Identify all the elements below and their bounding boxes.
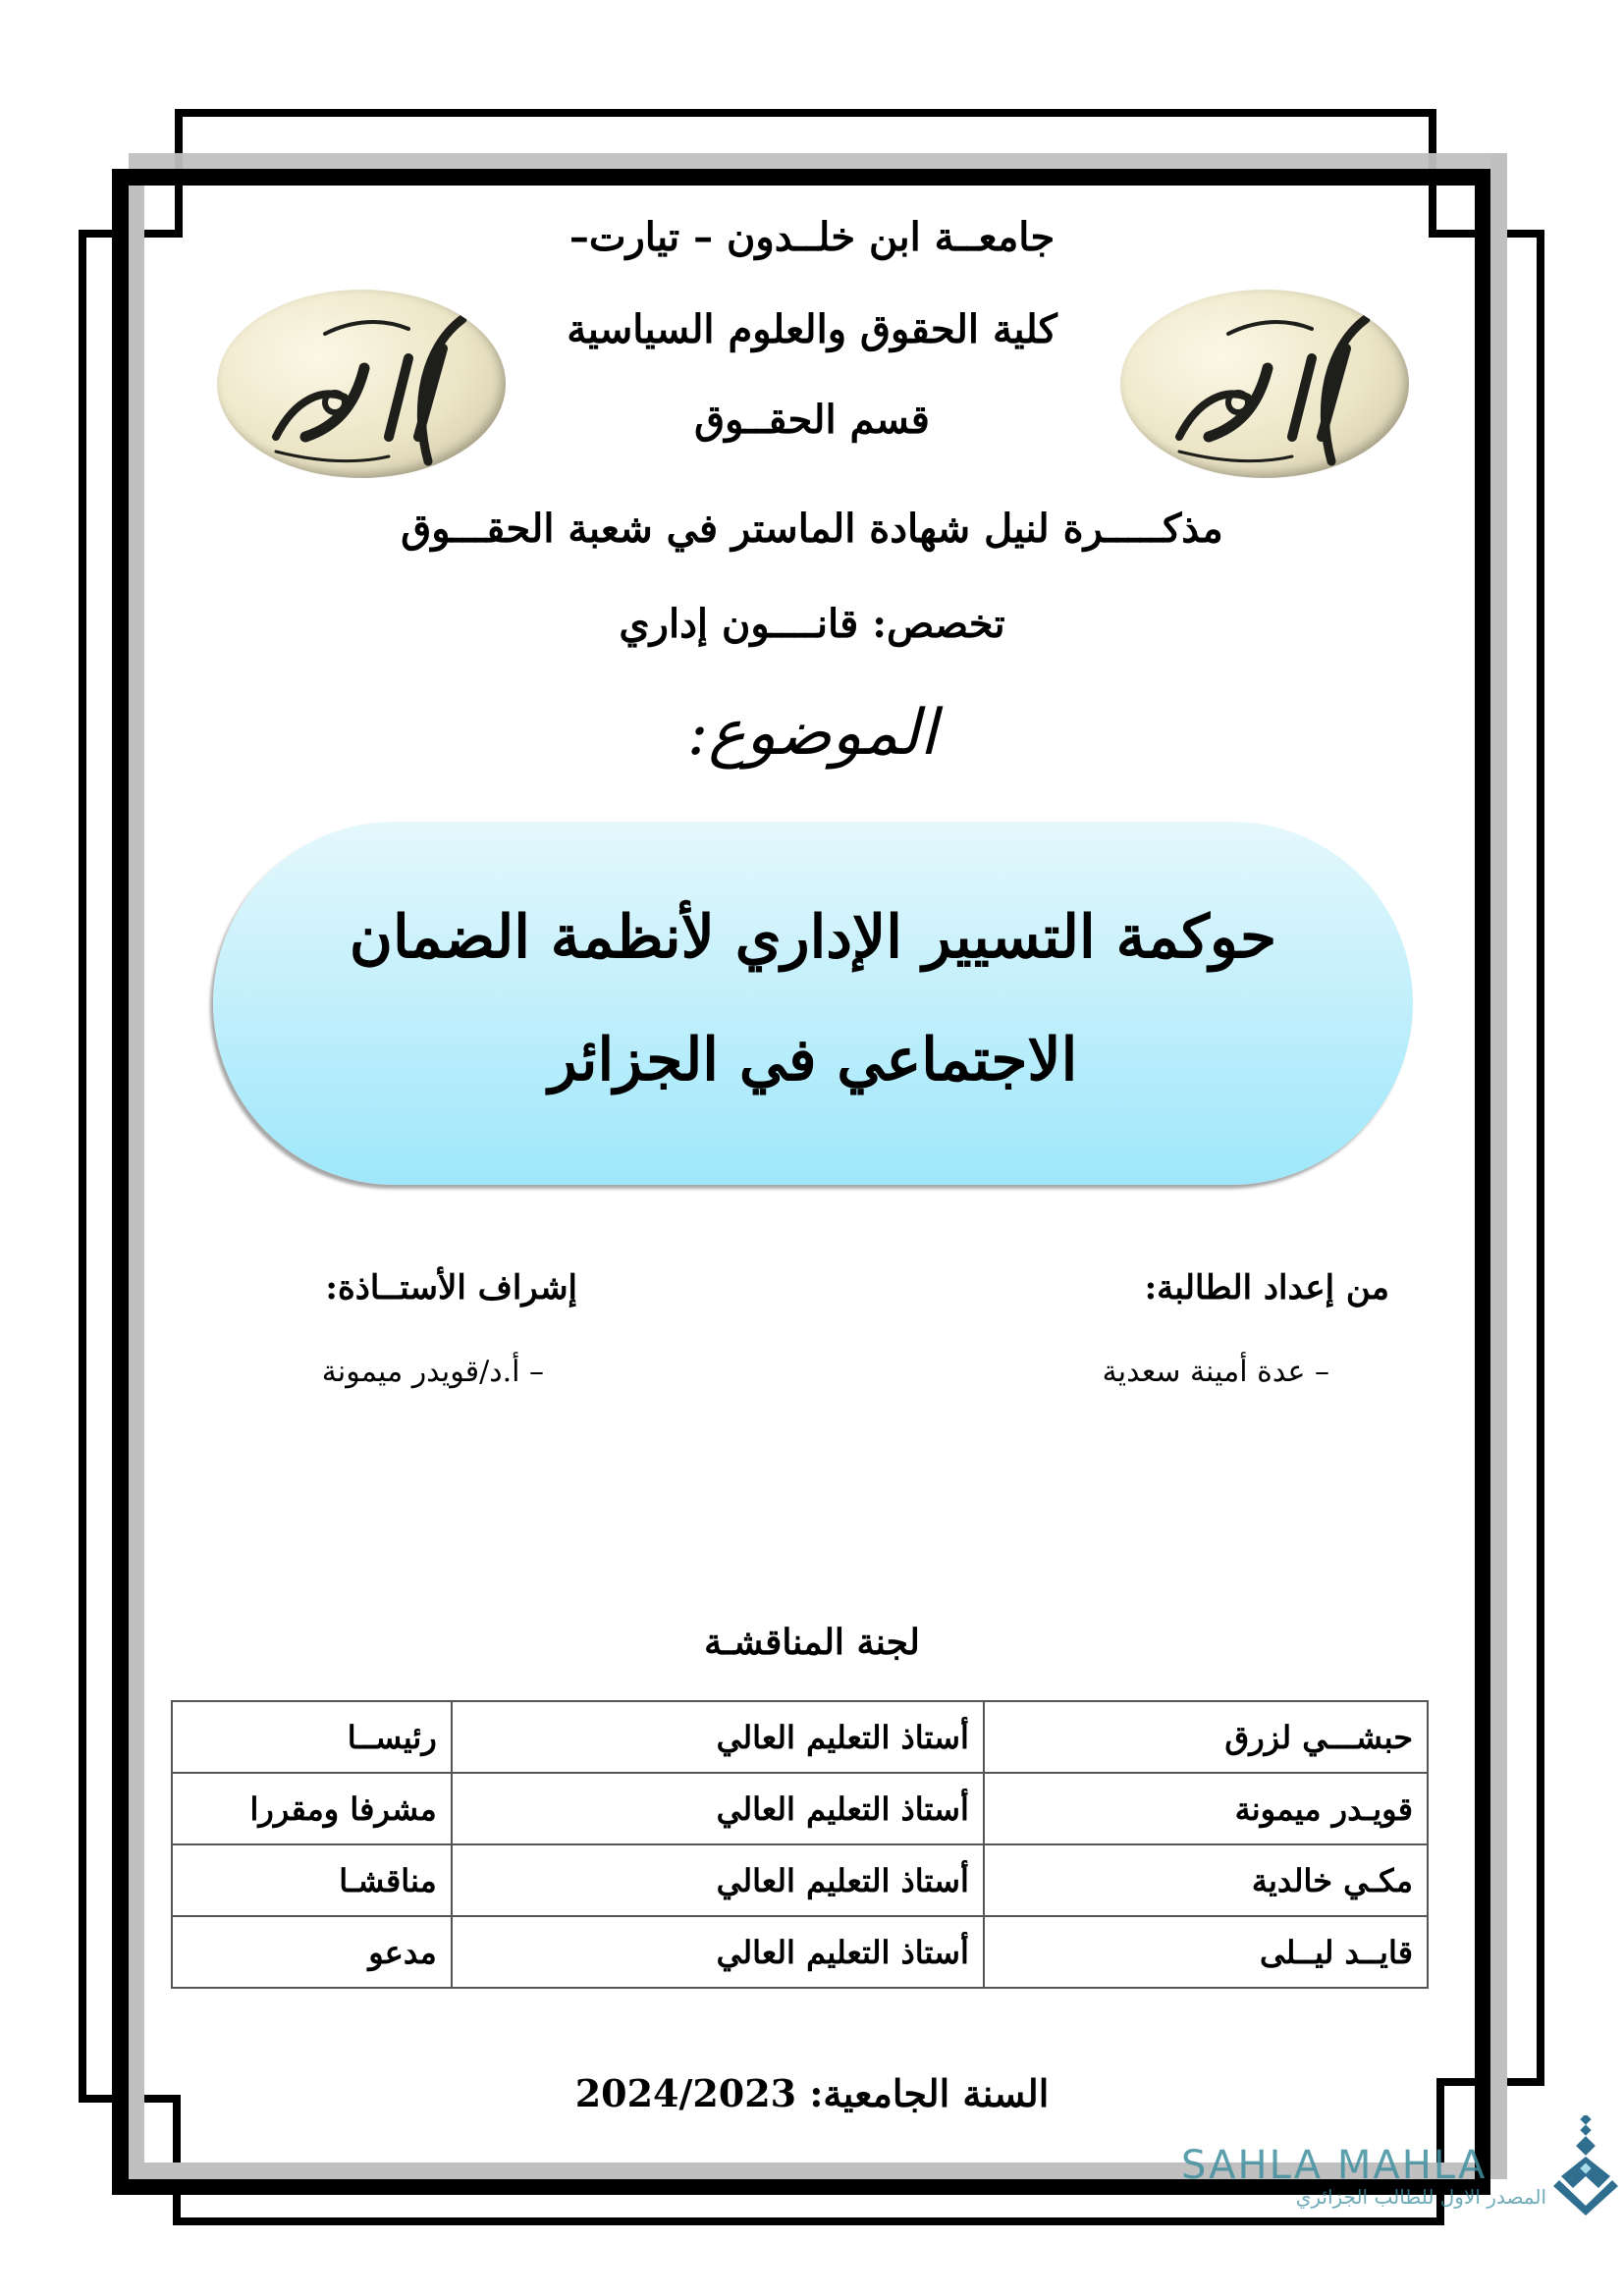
watermark-brand: SAHLA MAHLA	[1181, 2143, 1488, 2188]
table-row	[172, 1916, 1428, 1988]
member-rank: أستاذ التعليم العالي	[452, 1773, 984, 1844]
committee-title: لجنة المناقشـة	[704, 1622, 920, 1663]
thesis-title-line-2: الاجتماعي في الجزائر	[548, 1026, 1078, 1095]
member-rank: أستاذ التعليم العالي	[452, 1701, 984, 1773]
member-role: مناقشـا	[172, 1844, 452, 1916]
frame-thick-left	[112, 169, 129, 2195]
supervisor-name: – أ.د/قويدر ميمونة	[321, 1355, 544, 1389]
frame-shadow-top	[129, 153, 1507, 169]
department-name: قسم الحقــوق	[694, 397, 930, 443]
member-name: حبشـــي لزرق	[984, 1701, 1428, 1773]
table-row	[172, 1844, 1428, 1916]
member-role: مشرفا ومقررا	[172, 1773, 452, 1844]
academic-year: السنة الجامعية: 2024/2023	[574, 2071, 1050, 2115]
student-name: – عدة أمينة سعدية	[1102, 1355, 1329, 1389]
thesis-title-box	[213, 822, 1413, 1185]
watermark-logo-icon	[1551, 2115, 1620, 2216]
member-name: قايــد ليــلى	[984, 1916, 1428, 1988]
topic-label: الموضوع:	[686, 697, 938, 770]
frame-thick-top	[112, 169, 1490, 186]
member-name: قويـدر ميمونة	[984, 1773, 1428, 1844]
supervisor-label: إشراف الأستــاذة:	[325, 1268, 577, 1308]
faculty-name: كلية الحقوق والعلوم السياسية	[567, 306, 1057, 352]
university-name: جامعــة ابن خلــدون – تيارت–	[568, 214, 1056, 260]
frame-line-d-bottom	[173, 2217, 1444, 2225]
frame-line-a-top	[175, 109, 1436, 117]
member-name: مكـي خالدية	[984, 1844, 1428, 1916]
member-rank: أستاذ التعليم العالي	[452, 1916, 984, 1988]
table-row	[172, 1701, 1428, 1773]
degree-line: مذكـــــرة لنيل شهادة الماستر في شعبة الحقـــوق	[401, 506, 1223, 552]
frame-shadow-right	[1490, 153, 1507, 2179]
member-role: مدعو	[172, 1916, 452, 1988]
thesis-title-line-1: حوكمة التسيير الإداري لأنظمة الضمان	[349, 903, 1277, 972]
watermark-tagline: المصدر الاول للطالب الجزائري	[1295, 2185, 1546, 2209]
student-label: من إعداد الطالبة:	[1144, 1268, 1389, 1308]
member-role: رئيســا	[172, 1701, 452, 1773]
member-rank: أستاذ التعليم العالي	[452, 1844, 984, 1916]
specialty-line: تخصص: قانــــون إداري	[619, 601, 1005, 647]
committee-table	[171, 1700, 1429, 1989]
frame-shadow-left	[129, 186, 144, 2179]
frame-thick-right	[1475, 169, 1490, 2195]
table-row	[172, 1773, 1428, 1844]
